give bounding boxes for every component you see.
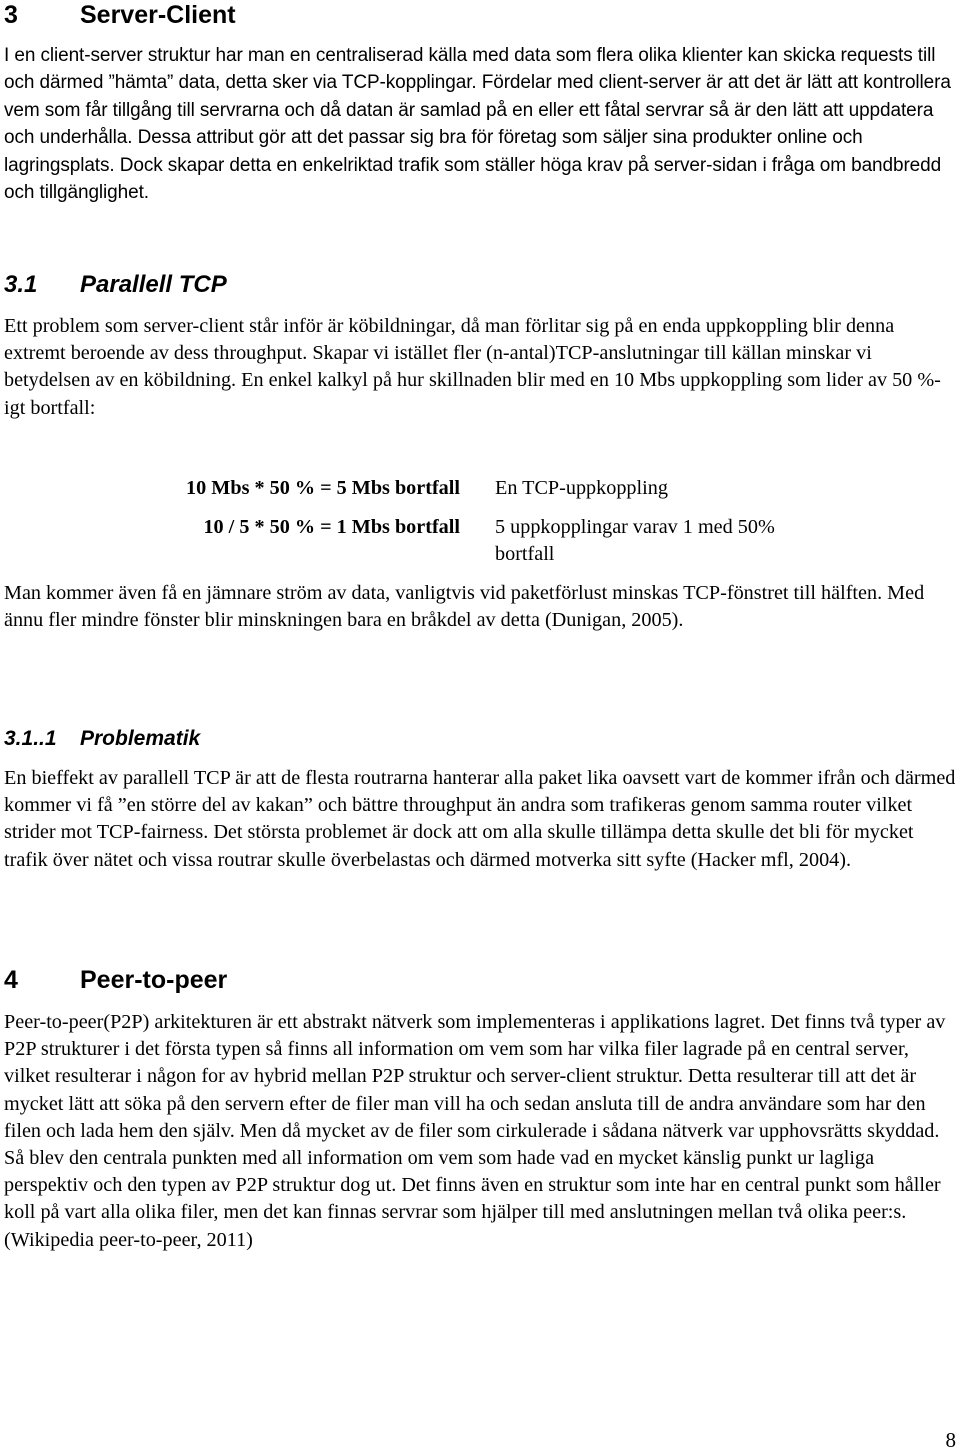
heading-number: 4	[4, 966, 18, 994]
formula-equation: 10 / 5 * 50 % = 1 Mbs bortfall	[203, 516, 460, 538]
page-number: 8	[945, 1428, 956, 1452]
paragraph-problematik: En bieffekt av parallell TCP är att de flesta routrarna hanterar alla paket lika oavsett vart de kommer ifrån och därmed kommer vi få ”en större del av kakan” och bättre throughput än andra som trafikeras genom samma router vilket strider mot TCP-fairness. Det största problemet är dock att om alla skulle tillämpa detta skulle det bli för mycket trafik över nätet och vissa routrar skulle överbelastas och därmed motverka sitt syfte (Hacker mfl, 2004).	[4, 767, 956, 871]
paragraph-peer-to-peer: Peer-to-peer(P2P) arkitekturen är ett abstrakt nätverk som implementeras i applikations lagret. Det finns två typer av P2P strukturer i det första typen så finns all information om vem som har vilka filer lagrade på en central server, vilket resulterar i någon for av hybrid mellan P2P struktur och server-client struktur. Detta resulterar till att det är mycket lätt att söka på den servern efter de filer man vill ha och sedan ansluta till de andra användare som har den filen och lada hem den själv. Men då mycket av de filer som cirkulerade i sådana nätverk var upphovsrätts skyddad. Så blev den centrala punkten med all information om vem som hade vad en mycket känslig punkt ur lagliga perspektiv och den typen av P2P struktur dog ut. Det finns även en struktur som inte har en central punkt som håller koll på vart alla olika filer, men det kan finnas servrar som hjälper till med anslutningen mellan två olika peer:s. (Wikipedia peer-to-peer, 2011)	[4, 1011, 946, 1251]
heading-section-3-1-1	[4, 725, 200, 753]
formula-row-2	[0, 514, 960, 570]
heading-section-3	[4, 0, 236, 30]
heading-number: 3.1	[4, 271, 38, 298]
heading-number: 3	[4, 1, 18, 29]
formula-row-1	[0, 475, 960, 505]
heading-title: Parallell TCP	[80, 271, 227, 298]
paragraph-parallell-tcp-continued: Man kommer även få en jämnare ström av data, vanligtvis vid paketförlust minskas TCP-fönstret till hälften. Med ännu fler mindre fönster blir minskningen bara en bråkdel av detta (Dunigan, 2005).	[4, 582, 925, 632]
heading-title: Peer-to-peer	[80, 966, 228, 994]
paragraph-server-client: I en client-server struktur har man en centraliserad källa med data som flera olika klienter kan skicka requests till och därmed ”hämta” data, detta sker via TCP-kopplingar. Fördelar med client-server är att det är lätt att kontrollera vem som får tillgång till servrarna och då datan är samlad på en eller ett fåtal servrar så är den lätt att uppdatera och underhålla. Dessa attribut gör att det passar sig bra för företag som säljer sina produkter online och lagringsplats. Dock skapar detta en enkelriktad trafik som ställer höga krav på server-sidan i fråga om bandbredd och tillgänglighet.	[4, 45, 951, 204]
formula-description: En TCP-uppkoppling	[495, 477, 668, 499]
formula-description: 5 uppkopplingar varav 1 med 50% bortfall	[495, 516, 775, 565]
heading-section-3-1	[4, 270, 227, 300]
heading-number: 3.1..1	[4, 727, 57, 750]
heading-title: Server-Client	[80, 1, 236, 29]
formula-equation: 10 Mbs * 50 % = 5 Mbs bortfall	[186, 477, 460, 499]
heading-section-4	[4, 965, 227, 995]
heading-title: Problematik	[80, 727, 201, 750]
paragraph-parallell-tcp: Ett problem som server-client står inför är köbildningar, då man förlitar sig på en enda uppkoppling blir denna extremt beroende av dess throughput. Skapar vi istället fler (n-antal)TCP-anslutningar till källan minskar vi betydelsen av en köbildning. En enkel kalkyl på hur skillnaden blir med en 10 Mbs uppkoppling som lider av 50 %-igt bortfall:	[4, 315, 941, 419]
